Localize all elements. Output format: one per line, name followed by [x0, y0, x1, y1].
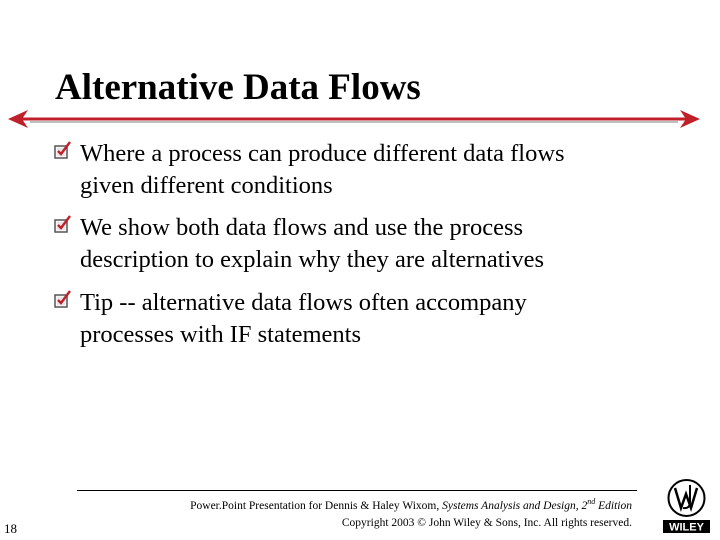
bullet-text-line: Tip -- alternative data flows often accompany	[80, 289, 527, 316]
footer-edition: Edition	[595, 499, 632, 512]
bullet-text-line: Where a process can produce different data flows	[80, 140, 565, 167]
bullet-list	[50, 138, 690, 361]
footer-edition-sup: nd	[587, 497, 596, 506]
slide-title: Alternative Data Flows	[55, 67, 421, 108]
footer-line-1	[160, 493, 632, 515]
bullet-item	[50, 212, 690, 276]
bullet-text-line: given different conditions	[80, 172, 333, 199]
bullet-text-line: description to explain why they are alternatives	[80, 246, 544, 273]
title-divider-arrow	[8, 104, 700, 134]
wiley-logo-icon	[661, 476, 712, 534]
footer-rule	[77, 490, 637, 491]
wiley-logo-text: WILEY	[669, 521, 704, 534]
footer-prefix: Power.Point Presentation for Dennis & Haley Wixom,	[190, 499, 443, 512]
footer-book-name: Systems Analysis and Design, 2	[442, 499, 588, 512]
bullet-item	[50, 287, 690, 351]
page-number: 18	[4, 521, 17, 536]
footer-credits	[160, 493, 632, 532]
bullet-text-line: processes with IF statements	[80, 321, 362, 348]
checkbox-icon	[52, 140, 72, 160]
footer-book-title	[442, 497, 632, 512]
checkbox-icon	[52, 214, 72, 234]
bullet-item	[50, 138, 690, 202]
checkbox-icon	[52, 289, 72, 309]
footer-line-2: Copyright 2003 © John Wiley & Sons, Inc. All rights reserved.	[341, 516, 632, 529]
bullet-text-line: We show both data flows and use the process	[80, 214, 524, 241]
